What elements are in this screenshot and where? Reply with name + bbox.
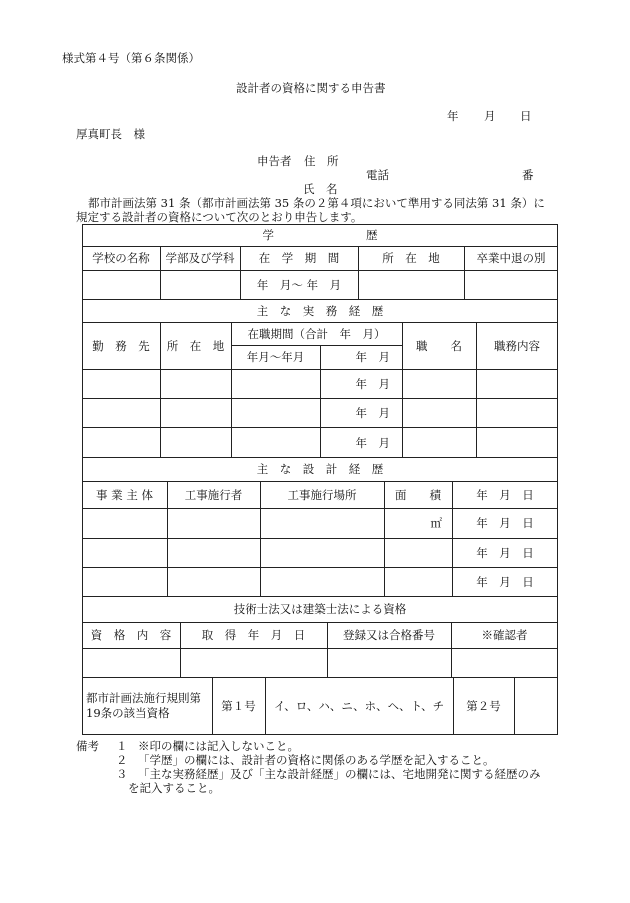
design-row-1-date: 年 月 日 (476, 516, 534, 530)
note-2: 「学歴」の欄には、設計者の資格に関係のある学歴を記入すること。 (138, 753, 495, 767)
name-label: 氏 名 (303, 182, 338, 196)
work-header-location: 所 在 地 (166, 338, 225, 353)
design-header-client: 事 業 主 体 (96, 487, 153, 502)
design-row-3-date: 年 月 日 (476, 575, 534, 589)
edu-period-value: 年 月～ 年 月 (256, 278, 342, 292)
date-year: 年 (447, 109, 459, 123)
applicant-label: 申告者 (257, 154, 292, 168)
note-3-line-2: を記入すること。 (128, 781, 220, 795)
design-heading: 主 な 設 計 経 歴 (256, 462, 384, 476)
rule-no2: 第２号 (466, 699, 501, 713)
note-3-line-1: 「主な実務経歴」及び「主な設計経歴」の欄には、宅地開発に関する経歴のみ (138, 767, 541, 781)
notes-label: 備考 (76, 739, 99, 753)
edu-header-school: 学校の名称 (92, 251, 150, 265)
design-header-date: 年 月 日 (476, 487, 534, 502)
intro-line-1: 都市計画法第 31 条（都市計画法第 35 条の２第４項において準用する同法第 31 条）に (88, 196, 545, 210)
rule-label: 都市計画法施行規則第19条の該当資格 (86, 691, 201, 720)
license-heading: 技術士法又は建築士法による資格 (233, 602, 407, 616)
work-header-range: 年月～年月 (246, 350, 305, 364)
note-1: ※印の欄には記入しないこと。 (138, 739, 299, 753)
date-month: 月 (484, 109, 496, 123)
page-title: 設計者の資格に関する申告書 (236, 81, 386, 95)
edu-header-period: 在 学 期 間 (258, 251, 340, 265)
edu-header-faculty: 学部及び学科 (165, 251, 235, 265)
note-1-number: １ (116, 739, 128, 753)
address-label: 住 所 (304, 154, 339, 168)
phone-label: 電話 (366, 168, 389, 182)
license-header-date: 取 得 年 月 日 (201, 628, 306, 642)
work-header-employer: 勤 務 先 (92, 338, 150, 353)
note-3-number: ３ (116, 767, 128, 781)
form-number: 様式第４号（第６条関係） (62, 51, 200, 65)
work-row-3-years: 年 月 (355, 435, 390, 450)
license-header-confirmer: ※確認者 (481, 628, 528, 642)
rule-options: イ、ロ、ハ、ニ、ホ、ヘ、ト、チ (273, 699, 445, 713)
education-heading: 学 歴 (262, 228, 378, 242)
license-header-number: 登録又は合格番号 (343, 628, 435, 642)
license-header-content: 資 格 内 容 (90, 628, 172, 642)
design-header-contractor: 工事施行者 (184, 487, 243, 502)
work-header-duties: 職務内容 (494, 338, 540, 353)
design-area-unit: ㎡ (430, 516, 442, 530)
phone-suffix: 番 (522, 168, 534, 182)
edu-header-graduation: 卒業中退の別 (476, 251, 546, 265)
work-row-2-years: 年 月 (355, 405, 390, 420)
rule-no1: 第１号 (221, 699, 256, 713)
addressee: 厚真町長 様 (76, 127, 145, 141)
note-2-number: ２ (116, 753, 128, 767)
edu-header-location: 所 在 地 (382, 251, 440, 265)
date-day: 日 (520, 109, 532, 123)
work-header-total: 年 月 (355, 350, 390, 364)
design-header-area: 面 積 (395, 487, 441, 502)
work-header-position: 職 名 (416, 338, 462, 353)
intro-line-2: 規定する設計者の資格について次のとおり申告します。 (76, 210, 363, 224)
work-heading: 主 な 実 務 経 歴 (256, 303, 384, 318)
work-row-1-years: 年 月 (355, 376, 390, 391)
design-header-site: 工事施行場所 (287, 487, 357, 502)
work-header-period: 在職期間（合計 年 月） (247, 326, 386, 341)
design-row-2-date: 年 月 日 (476, 545, 534, 560)
